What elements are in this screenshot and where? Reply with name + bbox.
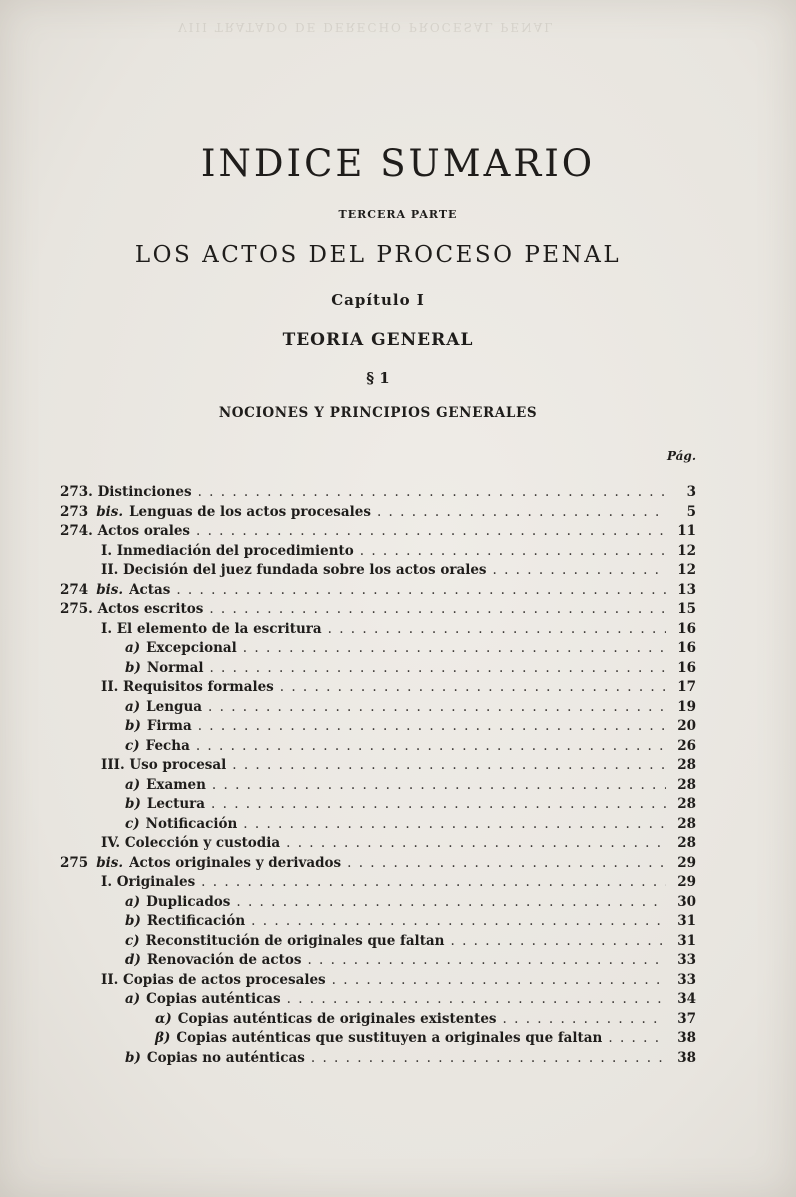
toc-entry[interactable] [60, 1011, 696, 1031]
toc-entry-number: 273 [60, 503, 89, 520]
toc-entry-marker: a) [125, 893, 141, 910]
toc-entry-marker: α) [155, 1010, 172, 1027]
toc-entry[interactable] [60, 972, 696, 992]
toc-entry[interactable] [60, 894, 696, 914]
toc-entry[interactable] [60, 679, 696, 699]
toc-entry[interactable] [60, 816, 696, 836]
toc-entry-heading [60, 504, 371, 520]
toc-entry-page: 16 [677, 659, 696, 676]
toc-entry-heading [125, 913, 245, 929]
toc-entry-label: Reconstitución de originales que faltan [145, 932, 445, 949]
toc-entry-label: Rectificación [146, 913, 246, 929]
toc-entry-marker: β) [155, 1030, 171, 1046]
toc-entry[interactable] [60, 640, 696, 660]
toc-entry-page: 12 [677, 562, 696, 578]
toc-entry-heading [101, 835, 280, 851]
dot-leader [608, 1030, 666, 1046]
dot-leader [198, 718, 666, 734]
dot-leader [286, 835, 666, 851]
dot-leader [212, 777, 666, 793]
toc-entry-number: 274. [60, 523, 93, 539]
toc-entry-label: Actos originales y derivados [129, 854, 342, 871]
toc-entry-page: 31 [677, 913, 696, 929]
toc-entry-label: Excepcional [146, 640, 237, 656]
toc-entry[interactable] [60, 660, 696, 680]
toc-entry-label: Copias auténticas que sustituyen a originales que faltan [176, 1030, 603, 1046]
dot-leader [503, 1011, 666, 1027]
toc-entry-marker: c) [125, 932, 140, 949]
bleed-through-header: VIII TRATADO DE DERECHO PROCESAL PENAL [178, 20, 555, 34]
toc-entry-label: II. Decisión del juez fundada sobre los actos orales [101, 562, 487, 578]
toc-entry-page: 31 [677, 932, 696, 949]
toc-entry-page: 13 [677, 581, 696, 598]
dot-leader [347, 855, 666, 871]
toc-entry-page: 12 [677, 542, 696, 559]
dot-leader [243, 640, 666, 656]
dot-leader [232, 757, 666, 773]
toc-entry-bis: bis. [96, 503, 124, 520]
toc-entry-heading [125, 660, 203, 676]
toc-entry-label: II. Requisitos formales [101, 679, 274, 695]
toc-entry-marker: c) [125, 737, 140, 754]
dot-leader [209, 660, 666, 676]
toc-entry-label: Renovación de actos [146, 952, 302, 968]
toc-entry-heading [155, 1030, 602, 1046]
toc-entry-label: Actos orales [97, 523, 191, 539]
toc-entry-heading [125, 816, 237, 832]
toc-entry-number: 275. [60, 601, 93, 617]
toc-entry-heading [60, 523, 190, 539]
toc-entry-page: 5 [686, 503, 696, 520]
table-of-contents [60, 484, 696, 1069]
toc-entry-heading [101, 562, 487, 578]
toc-entry[interactable] [60, 523, 696, 543]
toc-entry[interactable] [60, 952, 696, 972]
dot-leader [328, 621, 666, 637]
toc-entry-heading [125, 933, 445, 949]
toc-entry-label: II. Copias de actos procesales [101, 971, 326, 988]
toc-entry[interactable] [60, 991, 696, 1011]
toc-entry[interactable] [60, 621, 696, 641]
toc-entry-heading [60, 582, 170, 598]
toc-entry-heading [125, 738, 190, 754]
toc-entry[interactable] [60, 738, 696, 758]
dot-leader [236, 894, 666, 910]
toc-entry-heading [60, 484, 192, 500]
toc-entry-page: 28 [677, 796, 696, 812]
toc-entry-label: Duplicados [146, 893, 231, 910]
toc-entry-page: 38 [677, 1049, 696, 1066]
toc-entry-marker: d) [125, 952, 141, 968]
dot-leader [311, 1050, 666, 1066]
toc-entry-marker: c) [125, 815, 140, 832]
toc-entry-heading [101, 972, 326, 988]
dot-leader [377, 504, 666, 520]
dot-leader [307, 952, 666, 968]
toc-entry[interactable] [60, 562, 696, 582]
toc-entry-marker: b) [125, 718, 141, 734]
toc-entry-page: 28 [677, 776, 696, 793]
toc-entry-label: III. Uso procesal [101, 757, 227, 773]
toc-entry-heading [101, 621, 322, 637]
toc-entry-label: Copias auténticas de originales existentes [177, 1010, 497, 1027]
toc-entry-number: 273. [60, 484, 93, 500]
toc-entry-page: 37 [677, 1010, 696, 1027]
toc-entry-marker: a) [125, 640, 141, 656]
part-title: LOS ACTOS DEL PROCESO PENAL [134, 242, 622, 268]
toc-entry[interactable] [60, 504, 696, 524]
dot-leader [198, 484, 666, 500]
section-number: § 1 [366, 369, 390, 387]
toc-entry-heading [125, 777, 206, 793]
chapter-title: TEORIA GENERAL [282, 330, 474, 350]
toc-entry[interactable] [60, 796, 696, 816]
dot-leader [332, 972, 666, 988]
toc-entry-label: Notificación [145, 815, 238, 832]
toc-entry-page: 29 [677, 874, 696, 890]
toc-entry-marker: b) [125, 796, 141, 812]
toc-entry-page: 28 [677, 815, 696, 832]
toc-entry-label: Fecha [145, 737, 190, 754]
dot-leader [243, 816, 666, 832]
dot-leader [451, 933, 667, 949]
toc-entry-label: Normal [146, 659, 204, 676]
page-column-label: Pág. [666, 449, 696, 463]
toc-entry-label: Lenguas de los actos procesales [129, 503, 371, 520]
section-title: NOCIONES Y PRINCIPIOS GENERALES [218, 405, 538, 421]
toc-entry-heading [60, 855, 341, 871]
toc-entry-label: Distinciones [97, 484, 192, 500]
toc-entry-marker: a) [125, 698, 141, 715]
toc-entry-page: 28 [677, 757, 696, 773]
toc-entry-page: 33 [677, 971, 696, 988]
dot-leader [176, 582, 666, 598]
toc-entry-heading [125, 640, 237, 656]
toc-entry-bis: bis. [96, 581, 124, 598]
toc-entry-page: 38 [677, 1030, 696, 1046]
toc-entry-page: 11 [677, 523, 696, 539]
dot-leader [280, 679, 666, 695]
toc-entry[interactable] [60, 913, 696, 933]
page-title: INDICE SUMARIO [200, 142, 596, 185]
toc-entry-heading [125, 1050, 305, 1066]
toc-entry[interactable] [60, 699, 696, 719]
toc-entry-marker: b) [125, 913, 141, 929]
toc-entry-marker: b) [125, 659, 141, 676]
toc-entry-heading [125, 894, 230, 910]
toc-entry-label: Actos escritos [97, 601, 204, 617]
part-label: TERCERA PARTE [338, 208, 458, 221]
toc-entry-heading [101, 543, 354, 559]
toc-entry-marker: a) [125, 991, 141, 1007]
toc-entry-page: 17 [677, 679, 696, 695]
toc-entry-label: Lectura [146, 796, 206, 812]
toc-entry[interactable] [60, 582, 696, 602]
toc-entry[interactable] [60, 835, 696, 855]
dot-leader [360, 543, 666, 559]
toc-entry-label: I. El elemento de la escritura [101, 620, 322, 637]
toc-entry-number: 274 [60, 581, 89, 598]
toc-entry-label: Examen [146, 776, 206, 793]
toc-entry-heading [101, 679, 274, 695]
toc-entry-marker: b) [125, 1049, 141, 1066]
dot-leader [251, 913, 666, 929]
toc-entry-bis: bis. [96, 854, 124, 871]
toc-entry-label: I. Originales [101, 874, 196, 890]
toc-entry-label: I. Inmediación del procedimiento [101, 542, 354, 559]
toc-entry[interactable] [60, 757, 696, 777]
toc-entry[interactable] [60, 601, 696, 621]
dot-leader [201, 874, 666, 890]
toc-entry-page: 29 [677, 854, 696, 871]
toc-entry-heading [125, 991, 281, 1007]
toc-entry-heading [125, 952, 301, 968]
toc-entry[interactable] [60, 484, 696, 504]
dot-leader [209, 601, 666, 617]
toc-entry-page: 30 [677, 893, 696, 910]
dot-leader [287, 991, 666, 1007]
toc-entry-page: 33 [677, 952, 696, 968]
chapter-label: Capítulo I [331, 291, 425, 309]
toc-entry-page: 3 [686, 484, 696, 500]
toc-entry-page: 26 [677, 737, 696, 754]
toc-entry[interactable] [60, 933, 696, 953]
toc-entry-heading [101, 874, 195, 890]
toc-entry[interactable] [60, 718, 696, 738]
toc-entry-heading [125, 718, 192, 734]
toc-entry-label: Copias no auténticas [146, 1049, 305, 1066]
toc-entry-heading [125, 699, 202, 715]
dot-leader [208, 699, 666, 715]
toc-entry-page: 15 [677, 601, 696, 617]
toc-entry[interactable] [60, 874, 696, 894]
dot-leader [211, 796, 666, 812]
toc-entry-page: 28 [677, 835, 696, 851]
toc-entry-page: 16 [677, 640, 696, 656]
dot-leader [196, 738, 666, 754]
toc-entry-label: Firma [146, 718, 192, 734]
toc-entry-page: 20 [677, 718, 696, 734]
toc-entry[interactable] [60, 855, 696, 875]
toc-entry-label: Actas [129, 581, 171, 598]
dot-leader [493, 562, 666, 578]
toc-entry-heading [101, 757, 226, 773]
toc-entry-heading [155, 1011, 497, 1027]
toc-entry[interactable] [60, 1030, 696, 1050]
dot-leader [196, 523, 666, 539]
toc-entry-heading [60, 601, 203, 617]
toc-entry-label: Lengua [146, 698, 203, 715]
toc-entry-page: 34 [677, 991, 696, 1007]
toc-entry-label: Copias auténticas [146, 991, 281, 1007]
toc-entry-label: IV. Colección y custodia [101, 835, 281, 851]
toc-entry-number: 275 [60, 854, 89, 871]
toc-entry-page: 16 [677, 620, 696, 637]
toc-entry[interactable] [60, 543, 696, 563]
toc-entry-marker: a) [125, 776, 141, 793]
toc-entry-page: 19 [677, 698, 696, 715]
toc-entry[interactable] [60, 777, 696, 797]
toc-entry[interactable] [60, 1050, 696, 1070]
toc-entry-heading [125, 796, 205, 812]
